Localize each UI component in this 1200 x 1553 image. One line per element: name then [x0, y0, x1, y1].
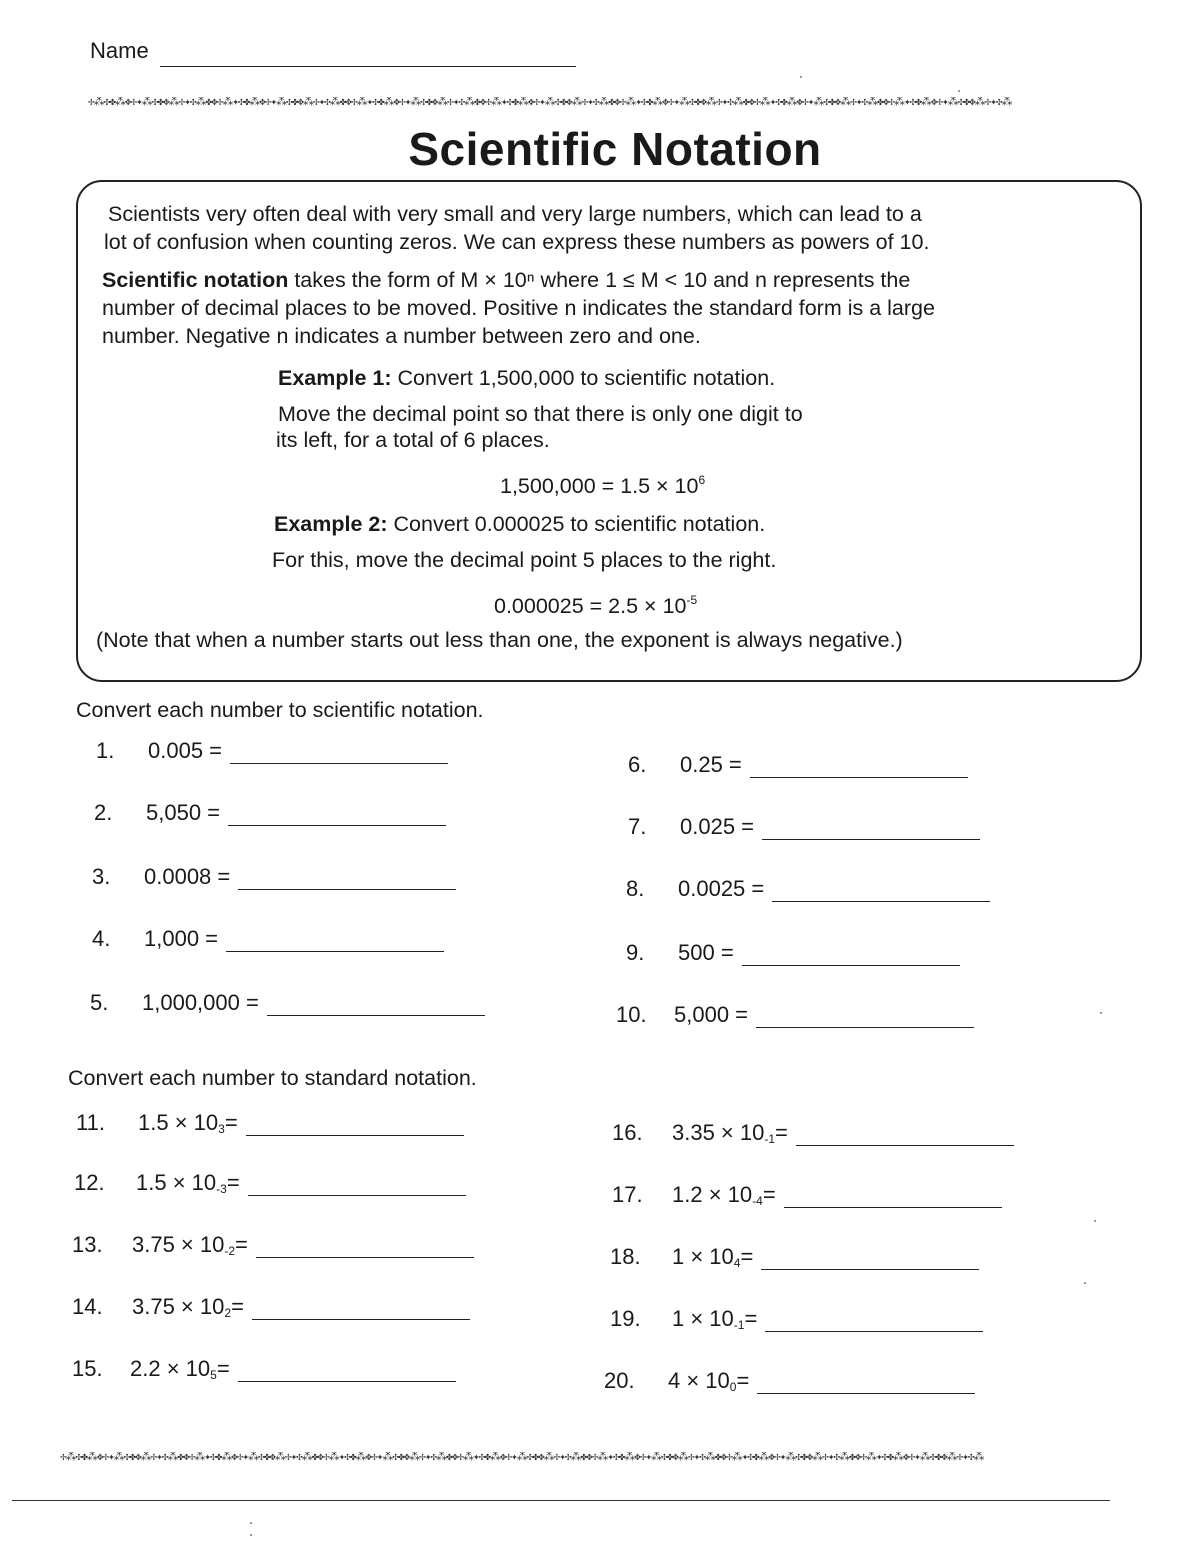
problem-base: 1 × 10 [672, 1244, 734, 1269]
problem-expression: 0.0008 = [144, 864, 231, 889]
note-text: (Note that when a number starts out less than one, the exponent is always negative.) [96, 628, 903, 652]
problem-equals: = [762, 1182, 776, 1207]
problem-number: 13. [72, 1232, 103, 1257]
problem-number: 14. [72, 1294, 103, 1319]
problem-20 [604, 1368, 975, 1394]
problem-number: 11. [76, 1110, 105, 1135]
problem-number: 16. [612, 1120, 643, 1145]
problem-exponent: -3 [216, 1182, 227, 1196]
problem-expression: 0.25 = [680, 752, 742, 777]
problem-18 [610, 1244, 979, 1270]
answer-blank[interactable] [256, 1235, 474, 1258]
problem-equals: = [231, 1294, 244, 1319]
problem-expression: 0.025 = [680, 814, 755, 839]
example-2-text: Convert 0.000025 to scientific notation. [387, 512, 766, 536]
answer-blank[interactable] [226, 929, 444, 952]
answer-blank[interactable] [762, 817, 980, 840]
problem-16 [612, 1120, 1014, 1146]
problem-19 [610, 1306, 983, 1332]
problem-equals: = [744, 1306, 758, 1331]
definition-term: Scientific notation [102, 268, 289, 292]
answer-blank[interactable] [796, 1123, 1014, 1146]
problem-4 [92, 926, 444, 952]
answer-blank[interactable] [230, 741, 448, 764]
problem-expression: 0.0025 = [678, 876, 765, 901]
answer-blank[interactable] [765, 1309, 983, 1332]
problem-base: 1.5 × 10 [138, 1110, 219, 1135]
scan-speck [1094, 1220, 1096, 1222]
answer-blank[interactable] [252, 1297, 470, 1320]
problem-13 [72, 1232, 474, 1258]
answer-blank[interactable] [761, 1247, 979, 1270]
problem-equals: = [740, 1244, 754, 1269]
problem-number: 15. [72, 1356, 103, 1381]
problem-number: 20. [604, 1368, 635, 1393]
example-1-heading [278, 364, 775, 393]
example-1-label: Example 1: [278, 366, 392, 390]
problem-expression: 1,000 = [144, 926, 219, 951]
problem-equals: = [775, 1120, 788, 1145]
answer-blank[interactable] [757, 1371, 975, 1394]
problem-14 [72, 1294, 470, 1320]
name-label: Name [90, 38, 149, 63]
answer-blank[interactable] [238, 867, 456, 890]
problem-number: 12. [74, 1170, 105, 1195]
problem-base: 2.2 × 10 [130, 1356, 211, 1381]
problem-number: 9. [626, 940, 645, 965]
example-1-equation [500, 466, 705, 501]
example-2-heading [274, 510, 765, 539]
problem-11 [76, 1110, 464, 1136]
answer-blank[interactable] [756, 1005, 974, 1028]
scan-speck [1100, 1012, 1102, 1014]
problem-number: 7. [628, 814, 647, 839]
section-2-instruction: Convert each number to standard notation. [68, 1066, 477, 1090]
problem-8 [626, 876, 990, 902]
scan-speck [250, 1522, 252, 1524]
example-1-equation-base: 1,500,000 = 1.5 × 10 [500, 474, 699, 498]
definition-text: takes the form of M × 10ⁿ where 1 ≤ M < 10 and n represents the [288, 268, 911, 292]
problem-number: 8. [626, 876, 645, 901]
answer-blank[interactable] [238, 1359, 456, 1382]
problem-expression: 500 = [678, 940, 734, 965]
problem-base: 4 × 10 [668, 1368, 730, 1393]
problem-number: 2. [94, 800, 113, 825]
name-field-line[interactable] [160, 66, 576, 67]
problem-base: 1.2 × 10 [672, 1182, 753, 1207]
intro-line-1: Scientists very often deal with very small and very large numbers, which can lead to a [108, 202, 922, 226]
definition-line [102, 266, 910, 295]
bottom-rule [12, 1500, 1110, 1501]
problem-12 [74, 1170, 466, 1196]
example-1-line-3: its left, for a total of 6 places. [276, 428, 550, 452]
problem-2 [94, 800, 446, 826]
problem-10 [616, 1002, 974, 1028]
problem-equals: = [736, 1368, 750, 1393]
problem-number: 1. [96, 738, 115, 763]
answer-blank[interactable] [772, 879, 990, 902]
intro-line-5: number. Negative n indicates a number between zero and one. [102, 324, 701, 348]
problem-exponent: 2 [224, 1306, 232, 1320]
problem-number: 10. [616, 1002, 647, 1027]
problem-6 [628, 752, 968, 778]
problem-exponent: 3 [218, 1122, 225, 1136]
problem-equals: = [226, 1170, 240, 1195]
decorative-border-top: ✢⁂✣✤⁂✥✢✦⁂✣✤✥⁂✢✦✣⁂✤✥✢⁂✦✣✤⁂✥✢✦⁂✣✤✥⁂✢✦✣⁂✤✥✢⁂✦✣✤⁂✥✢✦⁂✣✤✥⁂✢✦✣⁂✤✥✢⁂✦✣✤⁂✥✢✦⁂✣✤✥⁂✢✦✣⁂✤✥✢⁂✦✣✤⁂✥✢✦⁂✣✤✥⁂✢✦✣⁂✤✥✢⁂✦✣✤⁂✥✢✦⁂✣✤✥⁂✢✦✣⁂✤✥✢⁂✦✣✤⁂✥✢✦⁂✣✤✥⁂✢✦✣⁂ [88, 97, 1012, 107]
intro-line-2: lot of confusion when counting zeros. We can express these numbers as powers of 10. [104, 230, 930, 254]
problem-equals: = [216, 1356, 230, 1381]
problem-base: 1 × 10 [672, 1306, 734, 1331]
problem-number: 18. [610, 1244, 641, 1269]
problem-number: 4. [92, 926, 111, 951]
problem-exponent: -1 [764, 1132, 776, 1146]
problem-5 [90, 990, 485, 1016]
problem-equals: = [224, 1110, 238, 1135]
answer-blank[interactable] [248, 1173, 466, 1196]
answer-blank[interactable] [267, 993, 485, 1016]
problem-exponent: -4 [752, 1194, 763, 1208]
problem-expression: 0.005 = [148, 738, 223, 763]
problem-1 [96, 738, 448, 764]
problem-expression: 1,000,000 = [142, 990, 259, 1015]
decorative-border-bottom: ✢⁂✣✤⁂✥✢✦⁂✣✤✥⁂✢✦✣⁂✤✥✢⁂✦✣✤⁂✥✢✦⁂✣✤✥⁂✢✦✣⁂✤✥✢⁂✦✣✤⁂✥✢✦⁂✣✤✥⁂✢✦✣⁂✤✥✢⁂✦✣✤⁂✥✢✦⁂✣✤✥⁂✢✦✣⁂✤✥✢⁂✦✣✤⁂✥✢✦⁂✣✤✥⁂✢✦✣⁂✤✥✢⁂✦✣✤⁂✥✢✦⁂✣✤✥⁂✢✦✣⁂✤✥✢⁂✦✣✤⁂✥✢✦⁂✣✤✥⁂✢✦✣⁂ [60, 1452, 984, 1462]
problem-7 [628, 814, 980, 840]
problem-17 [612, 1182, 1002, 1208]
problem-15 [72, 1356, 456, 1382]
intro-line-4: number of decimal places to be moved. Positive n indicates the standard form is a large [102, 296, 935, 320]
example-2-line-2: For this, move the decimal point 5 places to the right. [272, 548, 777, 572]
example-2-equation-base: 0.000025 = 2.5 × 10 [494, 594, 687, 618]
problem-number: 19. [610, 1306, 641, 1331]
answer-blank[interactable] [750, 755, 968, 778]
example-2-exponent: -5 [686, 593, 698, 607]
scan-speck [958, 90, 960, 92]
problem-3 [92, 864, 456, 890]
problem-exponent: -1 [733, 1318, 745, 1332]
problem-base: 1.5 × 10 [136, 1170, 217, 1195]
problem-expression: 5,050 = [146, 800, 221, 825]
problem-expression: 5,000 = [674, 1002, 749, 1027]
page-title: Scientific Notation [408, 123, 822, 175]
example-1-line-2: Move the decimal point so that there is only one digit to [278, 402, 803, 426]
problem-base: 3.75 × 10 [132, 1294, 225, 1319]
problem-9 [626, 940, 960, 966]
problem-base: 3.75 × 10 [132, 1232, 225, 1257]
answer-blank[interactable] [742, 943, 960, 966]
example-2-label: Example 2: [274, 512, 388, 536]
answer-blank[interactable] [228, 803, 446, 826]
problem-exponent: 0 [729, 1380, 737, 1394]
answer-blank[interactable] [246, 1113, 464, 1136]
problem-exponent: 4 [733, 1256, 741, 1270]
example-1-exponent: 6 [698, 473, 706, 487]
section-1-instruction: Convert each number to scientific notation. [76, 698, 484, 722]
scan-speck [800, 76, 802, 78]
problem-number: 5. [90, 990, 109, 1015]
scan-speck [1084, 1282, 1086, 1284]
scan-speck [250, 1534, 252, 1536]
example-1-text: Convert 1,500,000 to scientific notation. [391, 366, 776, 390]
problem-base: 3.35 × 10 [672, 1120, 765, 1145]
problem-exponent: -2 [224, 1244, 236, 1258]
problem-number: 3. [92, 864, 111, 889]
problem-exponent: 5 [210, 1368, 217, 1382]
problem-equals: = [235, 1232, 248, 1257]
example-2-equation [494, 586, 697, 621]
answer-blank[interactable] [784, 1185, 1002, 1208]
problem-number: 17. [612, 1182, 643, 1207]
problem-number: 6. [628, 752, 647, 777]
